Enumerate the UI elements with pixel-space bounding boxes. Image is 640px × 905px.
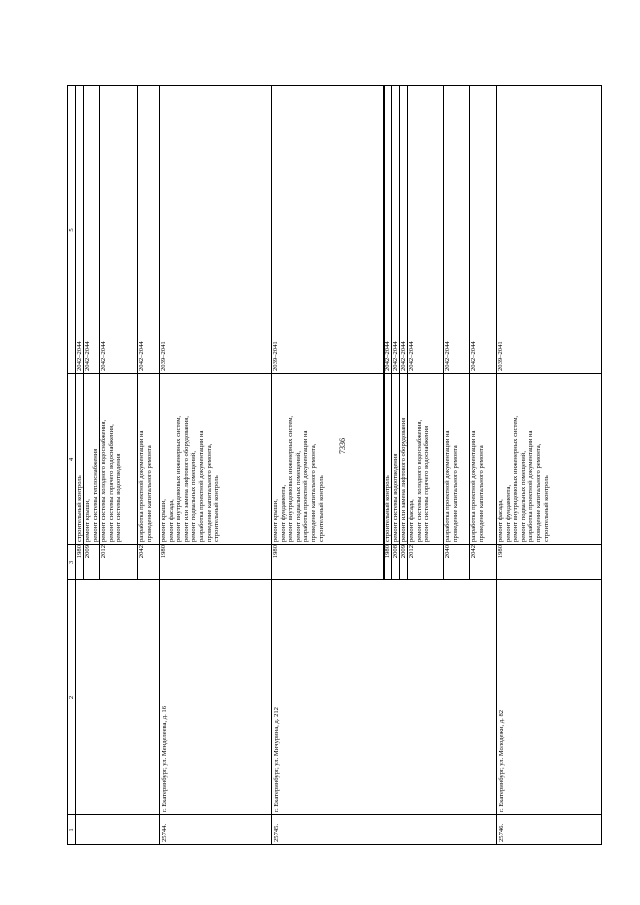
work-line: ремонт крыши, [272,499,279,542]
work-line: строительный контроль [76,475,83,542]
work-line: строительный контроль [317,475,325,542]
year-cell: 2012 [408,545,415,559]
period-cell: 2042–2044 [470,341,477,371]
work-line: ремонт подвальных помещений, [190,451,198,542]
period-cell: 2042–2044 [408,341,415,371]
section-number: 25746. [498,823,505,842]
period-cell: 2042–2044 [84,341,91,371]
work-line: ремонт или замена лифтового оборудования, [182,416,190,542]
section-number: 25745. [273,823,280,842]
work-line: ремонт фундамента, [279,484,287,542]
year-cell: 2012 [100,545,107,559]
work-line: строительный контроль [384,475,391,542]
work-line: ремонт или замена лифтового оборудования [400,417,407,542]
period-cell: 2042–2044 [384,341,391,371]
header-cell: 5 [68,228,75,232]
work-line: ремонт крыши, [84,499,91,542]
period-cell: 2042–2044 [76,341,83,371]
capital-repair-table [67,85,601,845]
work-line: ремонт внутридомовых инженерных систем, [175,415,183,542]
work-line: разработка проектной документации на [302,430,310,542]
work-line: ремонт системы горячего водоснабжения, [107,424,115,542]
period-cell: 2039–2041 [160,341,167,371]
work-line: ремонт фасада, [167,499,175,542]
header-cell: 2 [68,695,75,700]
work-line: строительный контроль [542,475,550,542]
section-address: г. Екатеринбург, ул. Менделеева, д. 16 [161,705,168,812]
work-line: проведение капитального ремонта, [310,443,317,542]
section-address: г. Екатеринбург, ул. Мичурина, д. 212 [273,707,280,812]
work-line: ремонт фасада, [408,499,415,542]
work-line: ремонт крыши, [160,499,167,542]
year-cell: 2042 [138,545,145,559]
year-cell: 2009 [400,545,407,559]
year-cell: 2042 [470,545,477,559]
work-line: ремонт системы холодного водоснабжения, [100,419,107,542]
period-cell: 2042–2044 [444,341,451,371]
work-line: проведение капитального ремонта, [535,443,542,542]
period-cell: 2042–2044 [138,341,145,371]
work-line: строительный контроль [213,475,221,542]
work-line: проведение капитального ремонта [451,445,459,542]
year-cell: 2008 [392,545,399,559]
work-line: ремонт внутридомовых инженерных систем, [287,415,295,542]
header-cell: 1 [68,828,75,832]
year-cell: 1980 [76,545,83,559]
work-line: ремонт подвальных помещений, [294,451,302,542]
year-cell: 1980 [272,545,279,559]
section-address: г. Екатеринбург, ул. Молодежи, д. 82 [498,709,505,812]
work-line: ремонт системы теплоснабжения [91,448,99,542]
work-line: разработка проектной документации на [444,430,451,542]
section-number: 25744. [161,823,168,842]
period-cell: 2042–2044 [392,341,399,371]
work-line: проведение капитального ремонта [145,445,153,542]
period-cell: 2039–2041 [272,341,279,371]
work-line: ремонт внутридомовых инженерных систем, [512,415,520,542]
header-cell: 3 [68,560,75,565]
year-cell: 1980 [497,545,504,559]
header-cell: 4 [68,457,75,462]
work-line: ремонт системы водоотведения [392,453,399,542]
work-line: ремонт фасада, [497,499,504,542]
page-number: 7336 [338,438,347,454]
work-line: ремонт системы горячего водоснабжения [423,425,431,542]
period-cell: 2042–2044 [100,341,107,371]
work-line: разработка проектной документации на [138,430,145,542]
work-line: ремонт фундамента, [504,484,512,542]
work-line: разработка проектной документации на [527,430,535,542]
period-cell: 2042–2044 [400,341,407,371]
work-line: проведение капитального ремонта [477,445,485,542]
work-line: разработка проектной документации на [198,430,205,542]
year-cell: 2040 [444,545,451,559]
work-line: разработка проектной документации на [470,430,477,542]
work-line: ремонт подвальных помещений, [519,451,527,542]
period-cell: 2039–2041 [497,341,504,371]
year-cell: 1980 [384,545,391,559]
year-cell: 2009 [84,545,91,559]
work-line: ремонт системы водоотведения [115,453,123,542]
work-line: ремонт системы холодного водоснабжения, [415,419,423,542]
year-cell: 1980 [160,545,167,559]
work-line: проведение капитального ремонта, [205,443,213,542]
